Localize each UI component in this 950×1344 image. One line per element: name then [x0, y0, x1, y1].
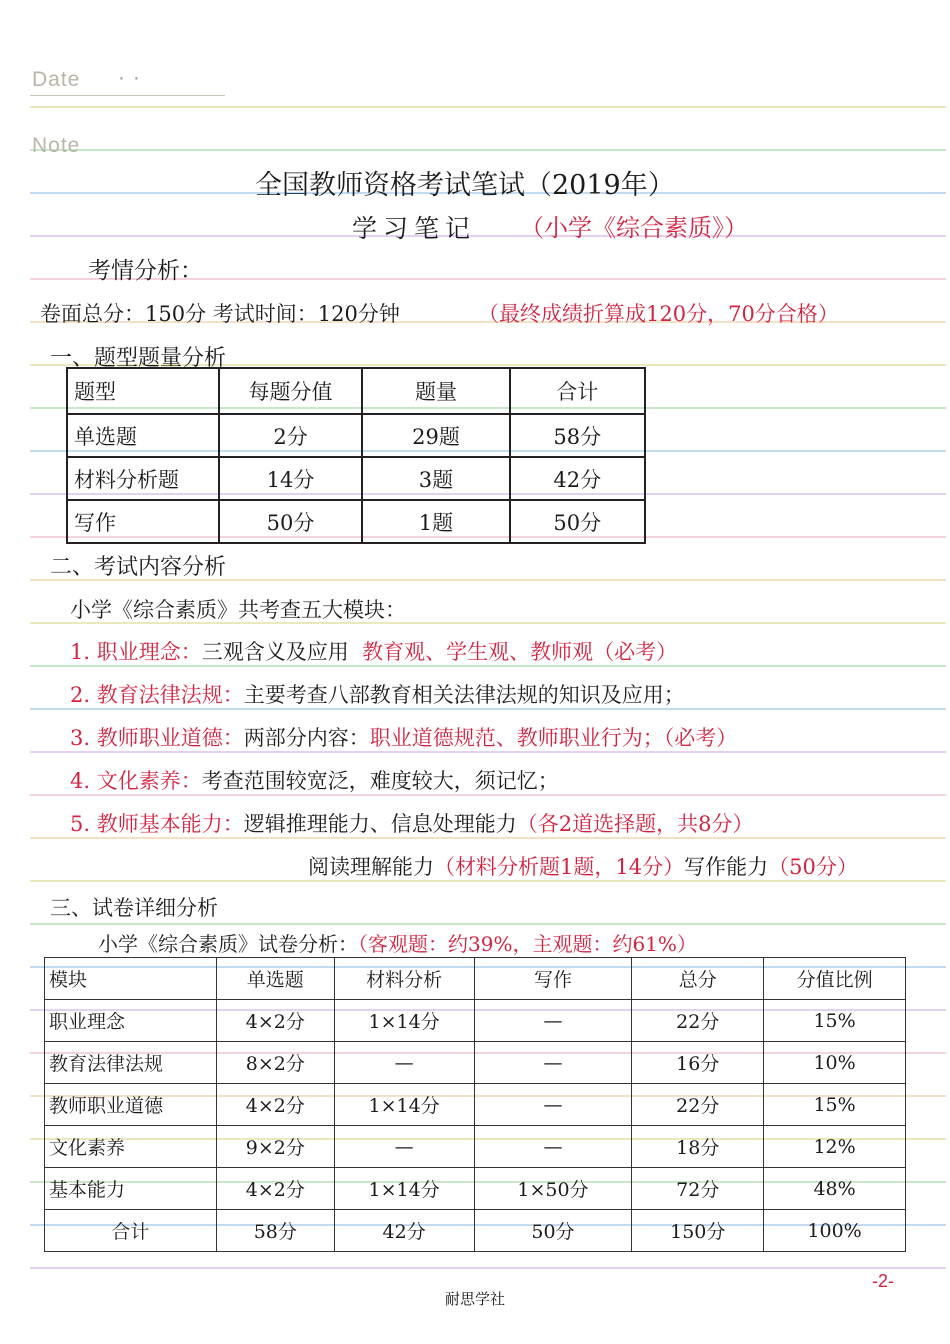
page-subtitle: 学习笔记 — [352, 214, 477, 243]
table-row — [45, 1042, 906, 1084]
table-cell: 150分 — [632, 1210, 764, 1252]
table-cell: 写作 — [67, 500, 219, 543]
table-cell: — — [474, 1084, 632, 1126]
table-cell: 14分 — [219, 457, 363, 500]
header-cell: 总分 — [632, 958, 764, 1000]
table-cell: 15% — [764, 1084, 906, 1126]
table-cell: 1×14分 — [334, 1000, 474, 1042]
footer-brand: 耐思学社 — [444, 1290, 505, 1308]
date-dots: · · — [118, 66, 141, 89]
header-cell: 题型 — [67, 368, 219, 414]
module-item — [70, 814, 753, 835]
table-row — [45, 1126, 906, 1168]
table-cell: 42分 — [510, 457, 645, 500]
header-cell: 每题分值 — [219, 368, 363, 414]
table-row — [67, 414, 645, 457]
table-cell: 4×2分 — [216, 1000, 334, 1042]
table-cell: 22分 — [632, 1084, 764, 1126]
table-cell: — — [474, 1126, 632, 1168]
section2-title: 二、考试内容分析 — [50, 555, 227, 580]
module-label: 3. 教师职业道德： — [70, 726, 244, 750]
table-cell: 材料分析题 — [67, 457, 219, 500]
module-text: 两部分内容： — [243, 726, 370, 750]
module-label: 1. 职业理念： — [70, 640, 202, 664]
table-cell: 18分 — [632, 1126, 764, 1168]
table-row — [45, 1210, 906, 1252]
note-label: Note — [32, 134, 81, 157]
module-item — [70, 642, 677, 663]
table-cell: 文化素养 — [45, 1126, 217, 1168]
table-cell: 16分 — [632, 1042, 764, 1084]
module-text: 写作能力 — [684, 855, 769, 879]
table-cell: 4×2分 — [216, 1084, 334, 1126]
module-label: 5. 教师基本能力： — [70, 812, 244, 836]
table-cell: 教育法律法规 — [45, 1042, 217, 1084]
module-text: 考查范围较宽泛，难度较大，须记忆； — [201, 769, 559, 793]
module-item — [70, 685, 685, 706]
module-extra: 职业道德规范、教师职业行为；（必考） — [369, 726, 738, 750]
table-cell: 9×2分 — [216, 1126, 334, 1168]
module-extra: 教育观、学生观、教师观（必考） — [362, 640, 678, 664]
table-cell: 合计 — [45, 1210, 217, 1252]
module-extra: （50分） — [768, 855, 858, 879]
module-extra: （各2道选择题，共8分） — [516, 812, 754, 836]
table-cell: 职业理念 — [45, 1000, 217, 1042]
section3-title: 三、试卷详细分析 — [50, 896, 218, 920]
table-cell: 50分 — [510, 500, 645, 543]
table-cell: 48% — [764, 1168, 906, 1210]
header-cell: 分值比例 — [764, 958, 906, 1000]
module-item-continued — [308, 857, 858, 878]
table-header-row — [67, 368, 645, 414]
table-cell: 29题 — [362, 414, 509, 457]
question-type-table — [66, 367, 646, 544]
module-text: 阅读理解能力 — [308, 855, 434, 879]
table-cell: 50分 — [219, 500, 363, 543]
table-cell: 15% — [764, 1000, 906, 1042]
section3-intro-line — [98, 934, 697, 954]
page-title: 全国教师资格考试笔试（2019年） — [255, 170, 675, 201]
module-label: 2. 教育法律法规： — [70, 683, 244, 707]
table-cell: 2分 — [219, 414, 363, 457]
table-cell: 42分 — [334, 1210, 474, 1252]
table-row — [45, 1168, 906, 1210]
table-cell: 72分 — [632, 1168, 764, 1210]
table-cell: 1×14分 — [334, 1168, 474, 1210]
table-cell: 50分 — [474, 1210, 632, 1252]
table-cell: 3题 — [362, 457, 509, 500]
table-cell: 22分 — [632, 1000, 764, 1042]
header-cell: 单选题 — [216, 958, 334, 1000]
page-number: -2- — [872, 1271, 894, 1291]
table-cell: 单选题 — [67, 414, 219, 457]
module-text: 主要考查八部教育相关法律法规的知识及应用； — [243, 683, 685, 707]
header-cell: 模块 — [45, 958, 217, 1000]
table-cell: — — [334, 1042, 474, 1084]
table-cell: 1题 — [362, 500, 509, 543]
table-cell: 1×14分 — [334, 1084, 474, 1126]
module-item — [70, 728, 737, 749]
table-cell: 1×50分 — [474, 1168, 632, 1210]
date-underline — [30, 95, 225, 96]
score-time-text: 卷面总分：150分 考试时间：120分钟 — [40, 302, 400, 326]
date-label: Date — [32, 68, 81, 91]
table-row — [67, 457, 645, 500]
header-cell: 写作 — [474, 958, 632, 1000]
header-cell: 题量 — [362, 368, 509, 414]
table-row — [67, 500, 645, 543]
table-row — [45, 1084, 906, 1126]
header-cell: 合计 — [510, 368, 645, 414]
table-cell: 58分 — [510, 414, 645, 457]
module-text: 三观含义及应用 — [201, 640, 349, 664]
table-cell: 100% — [764, 1210, 906, 1252]
table-header-row — [45, 958, 906, 1000]
section3-intro: 小学《综合素质》试卷分析： — [98, 932, 358, 956]
table-cell: 12% — [764, 1126, 906, 1168]
table-cell: 4×2分 — [216, 1168, 334, 1210]
module-item — [70, 771, 559, 792]
table-cell: — — [474, 1000, 632, 1042]
section1-title: 一、题型题量分析 — [50, 346, 227, 371]
table-cell: 58分 — [216, 1210, 334, 1252]
paper-analysis-table — [44, 957, 906, 1252]
module-label: 4. 文化素养： — [70, 769, 202, 793]
exam-analysis-heading: 考情分析： — [88, 258, 203, 284]
table-cell: 基本能力 — [45, 1168, 217, 1210]
module-text: 逻辑推理能力、信息处理能力 — [243, 812, 517, 836]
table-cell: 教师职业道德 — [45, 1084, 217, 1126]
table-cell: — — [474, 1042, 632, 1084]
table-cell: — — [334, 1126, 474, 1168]
table-row — [45, 1000, 906, 1042]
section3-intro-note: （客观题：约39%，主观题：约61%） — [358, 932, 697, 956]
table-cell: 8×2分 — [216, 1042, 334, 1084]
module-extra: （材料分析题1题，14分） — [434, 855, 685, 879]
section2-intro: 小学《综合素质》共考查五大模块： — [70, 598, 406, 622]
header-cell: 材料分析 — [334, 958, 474, 1000]
score-note: （最终成绩折算成120分，70分合格） — [478, 302, 839, 326]
subject-name: （小学《综合素质》） — [520, 214, 748, 242]
table-cell: 10% — [764, 1042, 906, 1084]
